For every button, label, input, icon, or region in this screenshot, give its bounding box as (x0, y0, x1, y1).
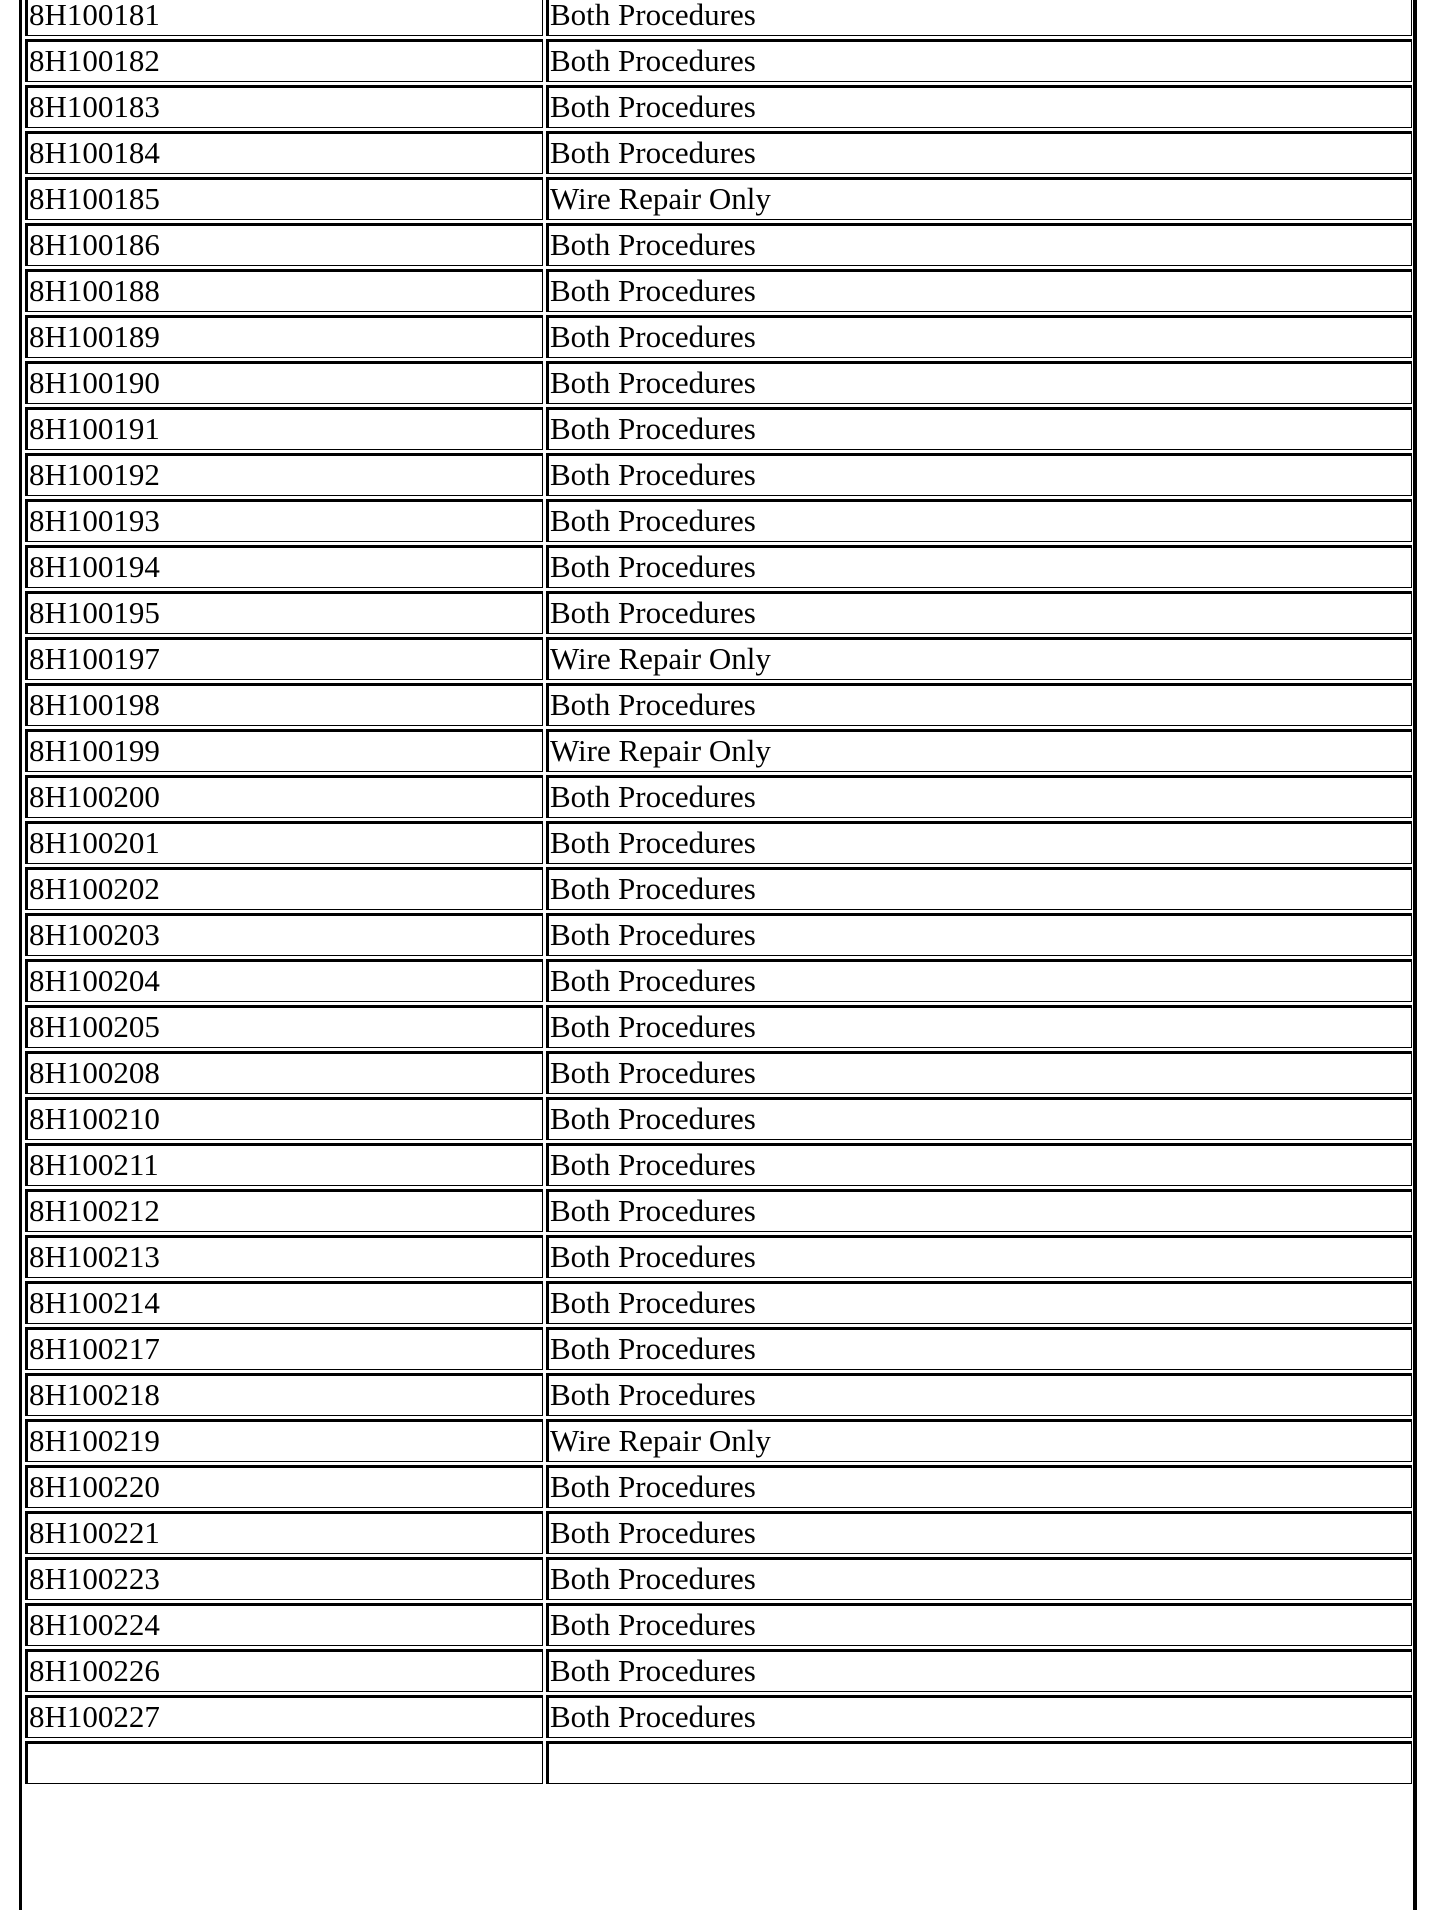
table-row (25, 1373, 1412, 1416)
document-table-area (19, 0, 1419, 1910)
procedure-cell: Both Procedures (546, 1373, 1412, 1416)
procedure-cell: Wire Repair Only (546, 729, 1412, 772)
vin-cell: 8H100194 (25, 545, 543, 588)
table-row (25, 913, 1412, 956)
procedure-cell: Both Procedures (546, 85, 1412, 128)
vin-cell: 8H100191 (25, 407, 543, 450)
vin-cell: 8H100205 (25, 1005, 543, 1048)
vin-cell: 8H100220 (25, 1465, 543, 1508)
table-row (25, 1557, 1412, 1600)
procedure-cell: Both Procedures (546, 269, 1412, 312)
table-row (25, 729, 1412, 772)
vin-procedure-table (22, 0, 1415, 1787)
table-row (25, 959, 1412, 1002)
table-row (25, 1005, 1412, 1048)
vin-cell: 8H100189 (25, 315, 543, 358)
procedure-cell: Wire Repair Only (546, 637, 1412, 680)
procedure-cell: Wire Repair Only (546, 1419, 1412, 1462)
vin-cell: 8H100190 (25, 361, 543, 404)
vin-cell: 8H100199 (25, 729, 543, 772)
table-row (25, 1649, 1412, 1692)
table-row (25, 0, 1412, 36)
procedure-cell: Wire Repair Only (546, 177, 1412, 220)
procedure-cell: Both Procedures (546, 1695, 1412, 1738)
table-row (25, 591, 1412, 634)
table-row (25, 453, 1412, 496)
vin-cell: 8H100226 (25, 1649, 543, 1692)
table-row (25, 1235, 1412, 1278)
procedure-cell: Both Procedures (546, 453, 1412, 496)
procedure-cell: Both Procedures (546, 1557, 1412, 1600)
table-row (25, 637, 1412, 680)
vin-cell: 8H100214 (25, 1281, 543, 1324)
vin-cell: 8H100183 (25, 85, 543, 128)
procedure-cell: Both Procedures (546, 913, 1412, 956)
procedure-cell: Both Procedures (546, 499, 1412, 542)
procedure-cell: Both Procedures (546, 1143, 1412, 1186)
vin-cell: 8H100193 (25, 499, 543, 542)
table-row (25, 177, 1412, 220)
vin-cell: 8H100188 (25, 269, 543, 312)
vin-cell: 8H100211 (25, 1143, 543, 1186)
procedure-cell: Both Procedures (546, 131, 1412, 174)
table-row (25, 1143, 1412, 1186)
procedure-cell: Both Procedures (546, 1051, 1412, 1094)
vin-cell: 8H100208 (25, 1051, 543, 1094)
procedure-cell: Both Procedures (546, 1603, 1412, 1646)
table-row (25, 1419, 1412, 1462)
vin-cell: 8H100185 (25, 177, 543, 220)
table-body (25, 0, 1412, 1784)
table-row (25, 1603, 1412, 1646)
table-row (25, 683, 1412, 726)
procedure-cell: Both Procedures (546, 1511, 1412, 1554)
table-row (25, 223, 1412, 266)
table-row (25, 1189, 1412, 1232)
procedure-cell: Both Procedures (546, 591, 1412, 634)
procedure-cell: Both Procedures (546, 867, 1412, 910)
vin-cell: 8H100224 (25, 1603, 543, 1646)
procedure-cell: Both Procedures (546, 1097, 1412, 1140)
procedure-cell: Both Procedures (546, 1005, 1412, 1048)
vin-cell: 8H100204 (25, 959, 543, 1002)
vin-cell: 8H100218 (25, 1373, 543, 1416)
procedure-cell: Both Procedures (546, 1281, 1412, 1324)
procedure-cell: Both Procedures (546, 1189, 1412, 1232)
table-row (25, 315, 1412, 358)
procedure-cell: Both Procedures (546, 361, 1412, 404)
procedure-cell: Both Procedures (546, 1235, 1412, 1278)
vin-cell: 8H100227 (25, 1695, 543, 1738)
table-row (25, 39, 1412, 82)
table-row (25, 407, 1412, 450)
vin-cell: 8H100182 (25, 39, 543, 82)
table-row (25, 131, 1412, 174)
table-row (25, 821, 1412, 864)
table-row (25, 1051, 1412, 1094)
table-row (25, 1465, 1412, 1508)
vin-cell: 8H100212 (25, 1189, 543, 1232)
table-row (25, 85, 1412, 128)
procedure-cell: Both Procedures (546, 959, 1412, 1002)
vin-cell: 8H100213 (25, 1235, 543, 1278)
vin-cell: 8H100221 (25, 1511, 543, 1554)
table-row (25, 269, 1412, 312)
procedure-cell: Both Procedures (546, 407, 1412, 450)
procedure-cell: Both Procedures (546, 39, 1412, 82)
table-row (25, 545, 1412, 588)
procedure-cell: Both Procedures (546, 683, 1412, 726)
vin-cell: 8H100223 (25, 1557, 543, 1600)
vin-cell: 8H100181 (25, 0, 543, 36)
vin-cell: 8H100219 (25, 1419, 543, 1462)
vin-cell: 8H100210 (25, 1097, 543, 1140)
vin-cell: 8H100192 (25, 453, 543, 496)
procedure-cell: Both Procedures (546, 223, 1412, 266)
vin-cell: 8H100197 (25, 637, 543, 680)
procedure-cell: Both Procedures (546, 821, 1412, 864)
vin-cell: 8H100198 (25, 683, 543, 726)
procedure-cell: Both Procedures (546, 1649, 1412, 1692)
table-row (25, 1511, 1412, 1554)
table-row (25, 1097, 1412, 1140)
vin-cell: 8H100201 (25, 821, 543, 864)
procedure-cell: Both Procedures (546, 315, 1412, 358)
vin-cell: 8H100202 (25, 867, 543, 910)
table-row (25, 499, 1412, 542)
table-row (25, 775, 1412, 818)
procedure-cell: Both Procedures (546, 1327, 1412, 1370)
vin-cell: 8H100203 (25, 913, 543, 956)
procedure-cell: Both Procedures (546, 1465, 1412, 1508)
table-row (25, 1281, 1412, 1324)
vin-cell: 8H100186 (25, 223, 543, 266)
procedure-cell: Both Procedures (546, 775, 1412, 818)
table-row (25, 1695, 1412, 1738)
table-row (25, 867, 1412, 910)
table-row (25, 1741, 1412, 1784)
procedure-cell: Both Procedures (546, 545, 1412, 588)
vin-cell: 8H100217 (25, 1327, 543, 1370)
table-row (25, 1327, 1412, 1370)
table-row (25, 361, 1412, 404)
vin-cell: 8H100184 (25, 131, 543, 174)
vin-cell: 8H100200 (25, 775, 543, 818)
procedure-cell: Both Procedures (546, 0, 1412, 36)
procedure-cell (546, 1741, 1412, 1784)
vin-cell: 8H100195 (25, 591, 543, 634)
vin-cell (25, 1741, 543, 1784)
